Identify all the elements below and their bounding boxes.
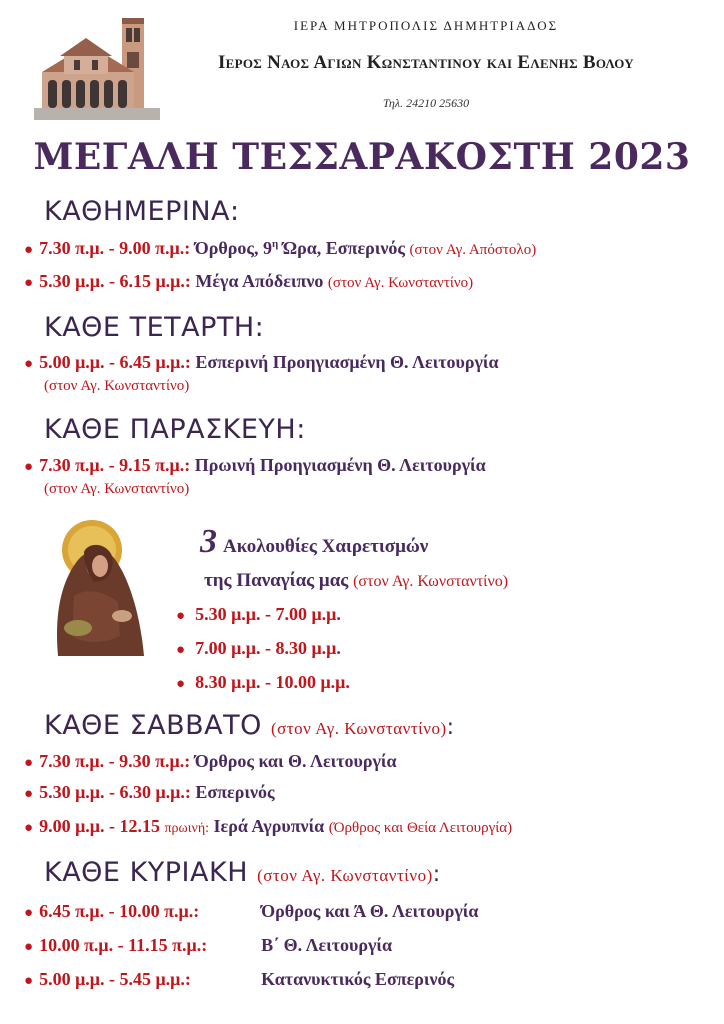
chairetismoi-time-3: ● 8.30 μ.μ. - 10.00 μ.μ.: [176, 672, 350, 692]
saturday-item-1: ● 7.30 π.μ. - 9.30 π.μ.: Όρθρος και Θ. Λειτουργία: [24, 751, 397, 771]
sunday-heading-note: (στον Αγ. Κωνσταντίνο): [257, 866, 433, 885]
friday-item: [24, 455, 486, 476]
bullet-icon: ●: [24, 939, 34, 955]
virgin-mary-icon: [44, 516, 148, 656]
temple-name: Ιερος Ναος Αγιων Κωνσταντινου και Ελενης Βολου: [217, 52, 634, 73]
sunday-item-3: ● 5.00 μ.μ. - 5.45 μ.μ.: Κατανυκτικός Εσπερινός: [24, 969, 455, 989]
sunday-item-2: ● 10.00 π.μ. - 11.15 π.μ.: Β΄ Θ. Λειτουργία: [24, 935, 393, 955]
metropolis-name: ΙΕΡΑ ΜΗΤΡΟΠΟΛΙΣ ΔΗΜΗΤΡΙΑΔΟΣ: [293, 18, 559, 33]
bullet-icon: ●: [176, 676, 186, 692]
wednesday-time: 5.00 μ.μ. - 6.45 μ.μ.:: [39, 352, 191, 372]
bullet-icon: ●: [24, 275, 34, 291]
page-title: ΜΕΓΑΛΗ ΤΕΣΣΑΡΑΚΟΣΤΗ 2023: [33, 136, 691, 178]
heading-wednesday: ΚΑΘΕ ΤΕΤΑΡΤΗ:: [44, 312, 265, 343]
chairetismoi-time-2: ● 7.00 μ.μ. - 8.30 μ.μ.: [176, 638, 341, 658]
daily-item-1-time: 7.30 π.μ. - 9.00 π.μ.:: [39, 238, 191, 258]
bullet-icon: ●: [24, 356, 34, 372]
chairetismoi-title: 3 Ακολουθίες Χαιρετισμών: [200, 523, 429, 560]
daily-item-2: [24, 271, 473, 292]
bullet-icon: ●: [24, 755, 34, 771]
bullet-icon: ●: [24, 786, 34, 802]
daily-item-1-desc: Όρθρος, $9^\eta$ Ώρα, Εσπερινός: [194, 238, 405, 258]
daily-item-2-desc: Μέγα Απόδειπνο: [195, 271, 324, 291]
heading-saturday: ΚΑΘΕ ΣΑΒΒΑΤΟ (στον Αγ. Κωνσταντίνο):: [44, 710, 455, 741]
friday-note: (στον Αγ. Κωνσταντίνο): [44, 481, 190, 497]
bullet-icon: ●: [24, 973, 34, 989]
daily-item-2-note: (στον Αγ. Κωνσταντίνο): [327, 275, 474, 291]
daily-item-1-note: (στον Αγ. Απόστολο): [409, 242, 537, 258]
daily-item-1: [24, 238, 536, 259]
bullet-icon: ●: [24, 820, 34, 836]
daily-item-2-time: 5.30 μ.μ. - 6.15 μ.μ.:: [39, 271, 191, 291]
heading-friday: ΚΑΘΕ ΠΑΡΑΣΚΕΥΗ:: [44, 414, 306, 445]
church-photo: [34, 14, 160, 120]
saturday-heading-note: (στον Αγ. Κωνσταντίνο): [270, 719, 447, 738]
bullet-icon: ●: [24, 459, 34, 475]
bullet-icon: ●: [24, 242, 34, 258]
heading-daily: ΚΑΘΗΜΕΡΙΝΑ:: [44, 196, 240, 227]
bullet-icon: ●: [24, 905, 34, 921]
wednesday-desc: Εσπερινή Προηγιασμένη Θ. Λειτουργία: [195, 352, 499, 372]
chairetismoi-subtitle: της Παναγίας μας (στον Αγ. Κωνσταντίνο): [204, 570, 509, 591]
friday-time: 7.30 π.μ. - 9.15 π.μ.:: [39, 455, 191, 475]
bullet-icon: ●: [176, 608, 186, 624]
friday-desc: Πρωινή Προηγιασμένη Θ. Λειτουργία: [194, 455, 486, 475]
bullet-icon: ●: [176, 642, 186, 658]
heading-sunday: ΚΑΘΕ ΚΥΡΙΑΚΗ (στον Αγ. Κωνσταντίνο):: [44, 857, 441, 888]
wednesday-item: [24, 352, 499, 373]
phone-number: Τηλ. 24210 25630: [382, 96, 470, 110]
wednesday-note: (στον Αγ. Κωνσταντίνο): [44, 378, 190, 394]
chairetismoi-time-1: ● 5.30 μ.μ. - 7.00 μ.μ.: [176, 604, 341, 624]
saturday-item-2: ● 5.30 μ.μ. - 6.30 μ.μ.: Εσπερινός: [24, 782, 275, 802]
saturday-item-3: ● 9.00 μ.μ. - 12.15 πρωινή: Ιερά Αγρυπνία (Όρθρος και Θεία Λειτουργία): [24, 816, 513, 836]
sunday-item-1: ● 6.45 π.μ. - 10.00 π.μ.: Όρθρος και Ά Θ. Λειτουργία: [24, 901, 479, 921]
